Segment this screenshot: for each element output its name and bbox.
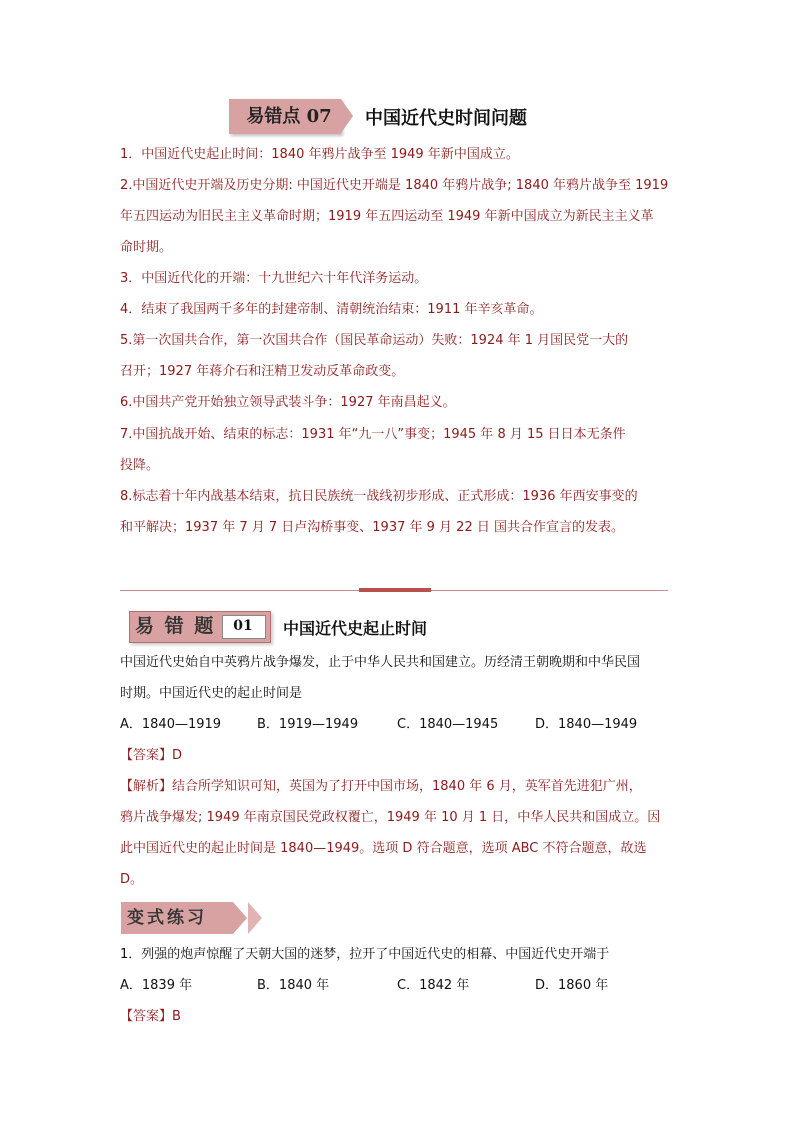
analysis-label: 【解析】: [120, 779, 173, 794]
header-tag-label: 易错点 07: [246, 106, 332, 127]
point-2-line-1: 2.中国近代史开端及历史分期: 中国近代史开端是 1840 年鸦片战争; 1840 年鸦片战争至 1919: [120, 178, 669, 193]
question-title: 中国近代史起止时间: [283, 619, 428, 638]
question-option-d: D．1840—1949: [535, 717, 638, 732]
point-6: 6.中国共产党开始独立领导武装斗争：1927 年南昌起义。: [120, 395, 456, 410]
practice-option-c: C．1842 年: [397, 978, 470, 993]
question-option-b: B．1919—1949: [257, 717, 359, 732]
point-7-line-1: 7.中国抗战开始、结束的标志：1931 年“九一八”事变；1945 年 8 月 15 日日本无条件: [120, 427, 626, 442]
analysis-line-3: 此中国近代史的起止时间是 1840—1949。选项 D 符合题意，选项 ABC 不符合题意，故选: [120, 841, 647, 856]
question-option-a: A．1840—1919: [120, 717, 222, 732]
point-4: 4．结束了我国两千多年的封建帝制、清朝统治结束：1911 年辛亥革命。: [120, 302, 543, 317]
question-number: 01: [233, 618, 253, 634]
practice-answer: 【答案】B: [120, 1009, 181, 1024]
point-1: 1．中国近代史起止时间：1840 年鸦片战争至 1949 年新中国成立。: [120, 147, 519, 162]
page-title: 中国近代史时间问题: [365, 108, 527, 129]
section-divider-mark: [359, 588, 431, 592]
question-tag-label: 易 错 题: [135, 615, 216, 637]
practice-tag-arrow-2: [248, 902, 262, 934]
practice-tag-arrow: [233, 902, 247, 934]
point-8-line-1: 8.标志着十年内战基本结束，抗日民族统一战线初步形成、正式形成：1936 年西安事变的: [120, 489, 638, 504]
point-7-line-2: 投降。: [120, 458, 160, 473]
practice-question: 1．列强的炮声惊醒了天朝大国的迷梦，拉开了中国近代史的相幕、中国近代史开端于: [120, 947, 610, 962]
question-answer: 【答案】D: [120, 748, 183, 763]
practice-option-b: B．1840 年: [257, 978, 330, 993]
point-2-line-2: 年五四运动为旧民主主义革命时期；1919 年五四运动至 1949 年新中国成立为新民主主义革: [120, 209, 654, 224]
point-5-line-1: 5.第一次国共合作，第一次国共合作（国民革命运动）失败：1924 年 1 月国民党一大的: [120, 333, 629, 348]
practice-option-d: D．1860 年: [535, 978, 609, 993]
analysis-line-4: D。: [120, 872, 144, 887]
point-8-line-2: 和平解决；1937 年 7 月 7 日卢沟桥事变、1937 年 9 月 22 日 国共合作宣言的发表。: [120, 520, 624, 535]
analysis-line-2: 鸦片战争爆发; 1949 年南京国民党政权覆亡，1949 年 10 月 1 日，中华人民共和国成立。因: [120, 810, 661, 825]
question-stem-line-2: 时期。中国近代史的起止时间是: [120, 686, 303, 701]
practice-tag-label: 变式练习: [127, 908, 207, 928]
point-5-line-2: 召开；1927 年蒋介石和汪精卫发动反革命政变。: [120, 364, 405, 379]
analysis-line-1: [120, 777, 642, 797]
analysis-text-1: 结合所学知识可知，英国为了打开中国市场，1840 年 6 月，英军首先进犯广州，: [172, 779, 642, 794]
question-stem-line-1: 中国近代史始自中英鸦片战争爆发，止于中华人民共和国建立。历经清王朝晚期和中华民国: [120, 655, 641, 670]
point-2-line-3: 命时期。: [120, 240, 173, 255]
point-3: 3．中国近代化的开端：十九世纪六十年代洋务运动。: [120, 271, 428, 286]
question-option-c: C．1840—1945: [397, 717, 499, 732]
practice-option-a: A．1839 年: [120, 978, 193, 993]
